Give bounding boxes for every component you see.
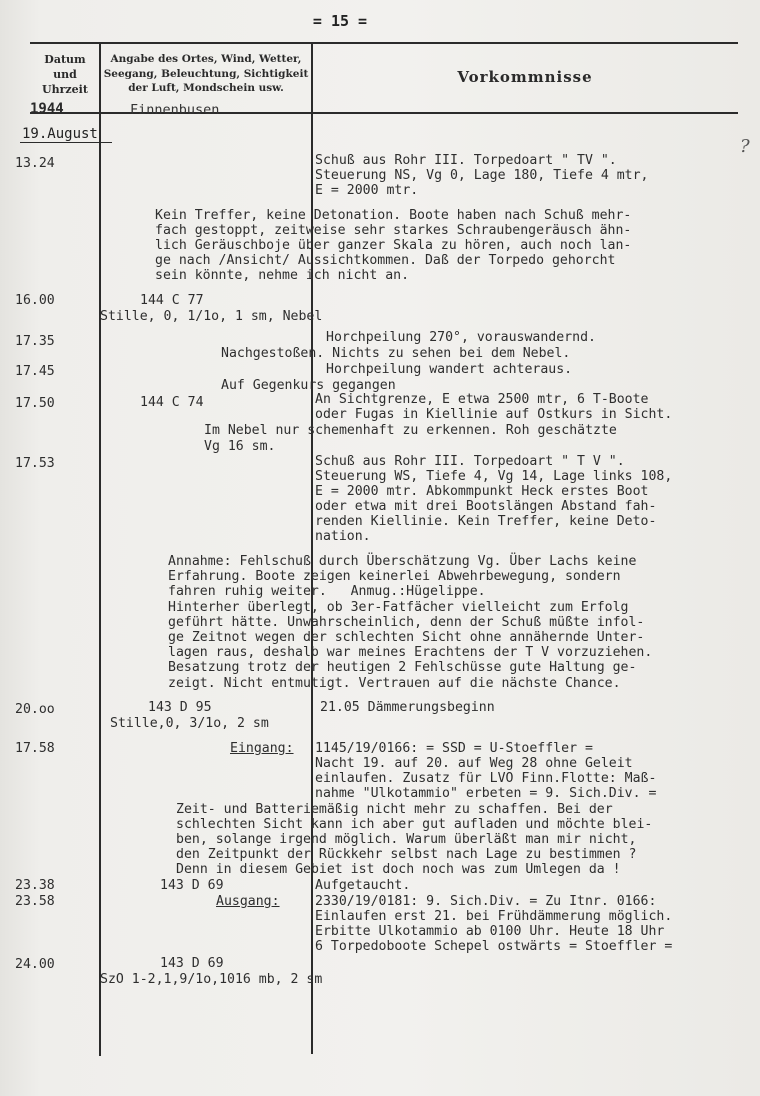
log-line-g1: Auf Gegenkurs gegangen xyxy=(221,378,396,393)
log-line-z4: den Zeitpunkt der Rückkehr selbst nach Lage zu bestimmen ? xyxy=(176,847,637,862)
log-line-s2: oder Fugas in Kiellinie auf Ostkurs in Sicht. xyxy=(315,407,673,422)
log-line-t1324: 13.24 xyxy=(15,156,55,171)
header-angabe: Angabe des Ortes, Wind, Wetter, Seegang, Beleuchtung, Sichtigkeit der Luft, Mondschein usw. xyxy=(103,53,309,94)
log-line-r2: Steuerung NS, Vg 0, Lage 180, Tiefe 4 mtr, xyxy=(315,168,649,183)
log-line-r1735: Horchpeilung 270°, vorauswandernd. xyxy=(326,330,596,345)
log-line-t1753: 17.53 xyxy=(15,456,55,471)
log-line-o4: 6 Torpedoboote Schepel ostwärts = Stoeffler = xyxy=(315,939,673,954)
log-line-a7: lagen raus, deshalb war meines Erachtens der T V vorzuziehen. xyxy=(168,645,653,660)
log-line-t2358: 23.58 xyxy=(15,894,55,909)
log-line-z3: ben, solange irgend möglich. Warum überläßt man mir nicht, xyxy=(176,832,637,847)
log-line-a3: fahren ruhig weiter. Anmug.:Hügelippe. xyxy=(168,584,486,599)
log-line-t2338: 23.38 xyxy=(15,878,55,893)
log-line-q2: Steuerung WS, Tiefe 4, Vg 14, Lage links 108, xyxy=(315,469,673,484)
log-line-a4: Hinterher überlegt, ob 3er-Fatfächer vielleicht zum Erfolg xyxy=(168,600,629,615)
log-line-t1758: 17.58 xyxy=(15,741,55,756)
log-line-a8: Besatzung trotz der heutigen 2 Fehlschüsse gute Haltung ge- xyxy=(168,660,637,675)
header-place: Finnenbusen xyxy=(130,102,220,118)
column-divider-left xyxy=(99,44,101,1056)
log-line-n1: Nachgestoßen. Nichts zu sehen bei dem Nebel. xyxy=(221,346,571,361)
log-line-d2105: 21.05 Dämmerungsbeginn xyxy=(320,700,495,715)
log-line-t1750: 17.50 xyxy=(15,396,55,411)
log-line-q4: oder etwa mit drei Bootslängen Abstand fah- xyxy=(315,499,657,514)
log-line-p1750: 144 C 74 xyxy=(140,395,204,410)
log-line-aus: Ausgang: xyxy=(216,894,280,909)
log-line-q5: renden Kiellinie. Kein Treffer, keine Deto- xyxy=(315,514,657,529)
log-line-w2400: SzO 1-2,1,9/1o,1016 mb, 2 sm xyxy=(100,972,323,987)
log-line-r1745: Horchpeilung wandert achteraus. xyxy=(326,362,573,377)
log-line-k1: Kein Treffer, keine Detonation. Boote haben nach Schuß mehr- xyxy=(155,208,632,223)
header-vorkommnisse: Vorkommnisse xyxy=(457,68,593,86)
log-line-s3: Im Nebel nur schemenhaft zu erkennen. Roh geschätzte xyxy=(204,423,617,438)
log-line-p2400: 143 D 69 xyxy=(160,956,224,971)
log-line-w1600: Stille, 0, 1/1o, 1 sm, Nebel xyxy=(100,309,323,324)
log-line-e3: einlaufen. Zusatz für LVO Finn.Flotte: Maß- xyxy=(315,771,657,786)
log-line-k2: fach gestoppt, zeitweise sehr starkes Schraubengeräusch ähn- xyxy=(155,223,632,238)
log-line-k3: lich Geräuschboje über ganzer Skala zu hören, auch noch lan- xyxy=(155,238,632,253)
log-line-k5: sein könnte, nehme ich nicht an. xyxy=(155,268,410,283)
log-line-r1: Schuß aus Rohr III. Torpedoart " TV ". xyxy=(315,153,617,168)
log-line-z1: Zeit- und Batteriemäßig nicht mehr zu schaffen. Bei der xyxy=(176,802,613,817)
log-line-o3: Erbitte Ulkotammio ab 0100 Uhr. Heute 18 Uhr xyxy=(315,924,665,939)
log-line-auf: Aufgetaucht. xyxy=(315,878,411,893)
log-line-q1: Schuß aus Rohr III. Torpedoart " T V ". xyxy=(315,454,625,469)
log-line-z2: schlechten Sicht kann ich aber gut aufladen und möchte blei- xyxy=(176,817,653,832)
log-line-k4: ge nach /Ansicht/ Aussichtkommen. Daß der Torpedo gehorcht xyxy=(155,253,616,268)
log-line-a9: zeigt. Nicht entmutigt. Vertrauen auf die nächste Chance. xyxy=(168,676,621,691)
log-line-r3: E = 2000 mtr. xyxy=(315,183,419,198)
log-line-t1745: 17.45 xyxy=(15,364,55,379)
log-line-e2: Nacht 19. auf 20. auf Weg 28 ohne Geleit xyxy=(315,756,633,771)
log-line-a1: Annahme: Fehlschuß durch Überschätzung Vg. Über Lachs keine xyxy=(168,554,637,569)
log-line-t2400: 24.00 xyxy=(15,957,55,972)
log-line-a6: ge Zeitnot wegen der schlechten Sicht ohne annähernde Unter- xyxy=(168,630,645,645)
date-heading: 19.August xyxy=(22,126,98,142)
log-line-p2338: 143 D 69 xyxy=(160,878,224,893)
log-line-p2000: 143 D 95 xyxy=(148,700,212,715)
log-line-s4: Vg 16 sm. xyxy=(204,439,276,454)
log-line-e1: 1145/19/0166: = SSD = U-Stoeffler = xyxy=(315,741,593,756)
log-line-t2000: 20.oo xyxy=(15,702,55,717)
log-line-s1: An Sichtgrenze, E etwa 2500 mtr, 6 T-Boote xyxy=(315,392,649,407)
margin-mark: ? xyxy=(740,136,750,157)
page-number: = 15 = xyxy=(312,12,368,30)
log-line-a5: geführt hätte. Unwahrscheinlich, denn der Schuß müßte infol- xyxy=(168,615,645,630)
header-datum: Datum und Uhrzeit xyxy=(42,53,88,96)
header-year: 1944 xyxy=(30,101,64,117)
log-line-t1600: 16.00 xyxy=(15,293,55,308)
log-line-w2000: Stille,0, 3/1o, 2 sm xyxy=(110,716,269,731)
log-line-p1600: 144 C 77 xyxy=(140,293,204,308)
log-line-q3: E = 2000 mtr. Abkommpunkt Heck erstes Boot xyxy=(315,484,649,499)
log-line-t1735: 17.35 xyxy=(15,334,55,349)
log-line-o1: 2330/19/0181: 9. Sich.Div. = Zu Itnr. 0166: xyxy=(315,894,657,909)
log-line-a2: Erfahrung. Boote zeigen keinerlei Abwehrbewegung, sondern xyxy=(168,569,621,584)
log-line-q6: nation. xyxy=(315,529,371,544)
column-divider-right xyxy=(311,44,313,1054)
log-line-o2: Einlaufen erst 21. bei Frühdämmerung möglich. xyxy=(315,909,673,924)
log-line-ein: Eingang: xyxy=(230,741,294,756)
log-line-z5: Denn in diesem Gebiet ist doch noch was zum Umlegen da ! xyxy=(176,862,621,877)
log-line-e4: nahme "Ulkotammio" erbeten = 9. Sich.Div. = xyxy=(315,786,657,801)
header-top-rule xyxy=(30,42,738,44)
